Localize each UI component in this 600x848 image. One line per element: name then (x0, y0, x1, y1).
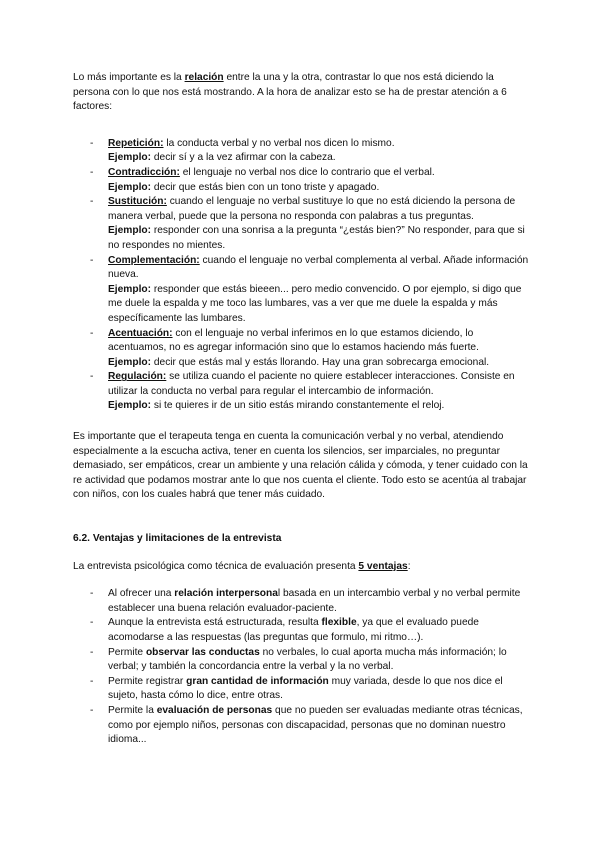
document-content (73, 71, 533, 748)
factor-description: el lenguaje no verbal nos dice lo contrario que el verbal. (179, 166, 435, 178)
factor-term: Complementación: (108, 254, 200, 266)
lead-highlight: 5 ventajas (358, 560, 408, 572)
factor-example: decir que estás mal y estás llorando. Hay una gran sobrecarga emocional. (151, 356, 490, 368)
advantage-text-post: l basada en un intercambio verbal y no verbal permite establecer una buena relación evaluador-paciente. (108, 588, 521, 614)
example-label: Ejemplo: (108, 225, 152, 237)
advantage-text-post: , ya que el evaluado puede acomodarse a las respuestas (las preguntas que formulo, mi ritmo…). (108, 617, 479, 643)
advantage-bold: observar las conductas (145, 646, 260, 658)
advantage-text-post: no verbales, lo cual aporta mucha más información; lo verbal; y también la concordancia entre la verbal y la no verbal. (108, 646, 507, 673)
factor-item-complementacion (73, 254, 533, 327)
factor-term: Acentuación: (108, 327, 173, 339)
advantage-item (73, 646, 533, 675)
factor-description: con el lenguaje no verbal inferimos en lo que estamos diciendo, lo acentuamos, no es agregar información sino que lo estamos haciendo más fuerte. (108, 327, 479, 354)
advantage-text-pre: Permite (108, 646, 146, 658)
advantage-text-pre: Aunque la entrevista está estructurada, resulta (108, 617, 322, 629)
factor-description: la conducta verbal y no verbal nos dicen lo mismo. (163, 137, 395, 149)
lead-text-pre: La entrevista psicológica como técnica de evaluación presenta (73, 560, 359, 572)
factor-term: Sustitución: (108, 196, 167, 208)
factor-description: cuando el lenguaje no verbal complementa al verbal. Añade información nueva. (108, 254, 529, 281)
intro-text-post: entre la una y la otra, contrastar lo que nos está diciendo la persona con lo que nos está mostrando. A la hora de analizar esto se ha de prestar atención a 6 factores: (73, 72, 507, 113)
advantage-bold: evaluación de personas (156, 704, 273, 716)
advantage-item (73, 587, 533, 616)
factor-item-regulacion (73, 370, 533, 414)
advantage-item (73, 675, 533, 704)
example-label: Ejemplo: (108, 400, 152, 412)
factor-item-acentuacion (73, 327, 533, 371)
factor-example: decir sí y a la vez afirmar con la cabeza. (151, 152, 336, 164)
lead-text-post: : (407, 560, 411, 572)
advantage-bold: relación interpersona (174, 588, 278, 600)
advantage-bold: gran cantidad de información (186, 675, 329, 687)
advantage-text-post: muy variada, desde lo que nos dice el sujeto, hasta cómo lo dice, entre otras. (108, 675, 503, 702)
closing-paragraph: Es importante que el terapeuta tenga en cuenta la comunicación verbal y no verbal, atendiendo especialmente a la escucha activa, tener en cuenta los silencios, ser imparciales, no preguntar demasiado, ser empáticos, crear un ambiente y una relación cálida y cómoda, y tener cuidado con la re actividad que podamos mostrar ante lo que nos cuenta el cliente. Todo esto se acentúa al trabajar con niños, con los cuales habrá que tener más cuidado. (73, 431, 528, 501)
advantages-list (73, 587, 533, 748)
example-label: Ejemplo: (108, 181, 152, 193)
advantage-item (73, 704, 533, 748)
advantage-text-post: que no pueden ser evaluadas mediante otras técnicas, como por ejemplo niños, personas con discapacidad, personas que no dominan nuestro idioma... (108, 704, 523, 746)
advantage-bold: flexible (321, 617, 357, 629)
factor-example: responder que estás bieeen... pero medio convencido. O por ejemplo, si digo que me duele la espalda y me toco las lumbares, vas a ver que me duele la espalda y más específicamente las lumbares. (108, 283, 522, 324)
example-label: Ejemplo: (108, 283, 152, 295)
section-heading: 6.2. Ventajas y limitaciones de la entrevista (73, 533, 282, 545)
factors-list (73, 137, 533, 414)
factor-term: Regulación: (108, 371, 167, 383)
factor-example: decir que estás bien con un tono triste y apagado. (151, 181, 380, 193)
factor-term: Repetición: (108, 137, 164, 149)
advantage-text-pre: Permite la (108, 704, 157, 716)
advantage-text-pre: Permite registrar (108, 675, 187, 687)
factor-item-contradiccion (73, 166, 533, 195)
factor-description: cuando el lenguaje no verbal sustituye lo que no está diciendo la persona de manera verbal, puede que la persona no responda con palabras a tus preguntas. (108, 196, 516, 222)
intro-paragraph (73, 71, 533, 115)
factor-example: si te quieres ir de un sitio estás mirando constantemente el reloj. (151, 400, 445, 412)
intro-highlight: relación (184, 72, 224, 83)
factor-example: responder con una sonrisa a la pregunta “¿estás bien?” No responder, para que si no respondes no mientes. (108, 225, 525, 251)
factor-item-sustitucion (73, 195, 533, 253)
advantage-item (73, 616, 533, 645)
section-lead (73, 560, 533, 575)
example-label: Ejemplo: (108, 356, 152, 368)
advantage-text-pre: Al ofrecer una (108, 588, 175, 600)
factor-term: Contradicción: (108, 166, 180, 178)
example-label: Ejemplo: (108, 152, 152, 164)
intro-text-pre: Lo más importante es la (73, 72, 185, 83)
factor-description: se utiliza cuando el paciente no quiere establecer interacciones. Consiste en utilizar la conducta no verbal para regular el intercambio de información. (108, 371, 515, 397)
factor-item-repeticion (73, 137, 533, 166)
